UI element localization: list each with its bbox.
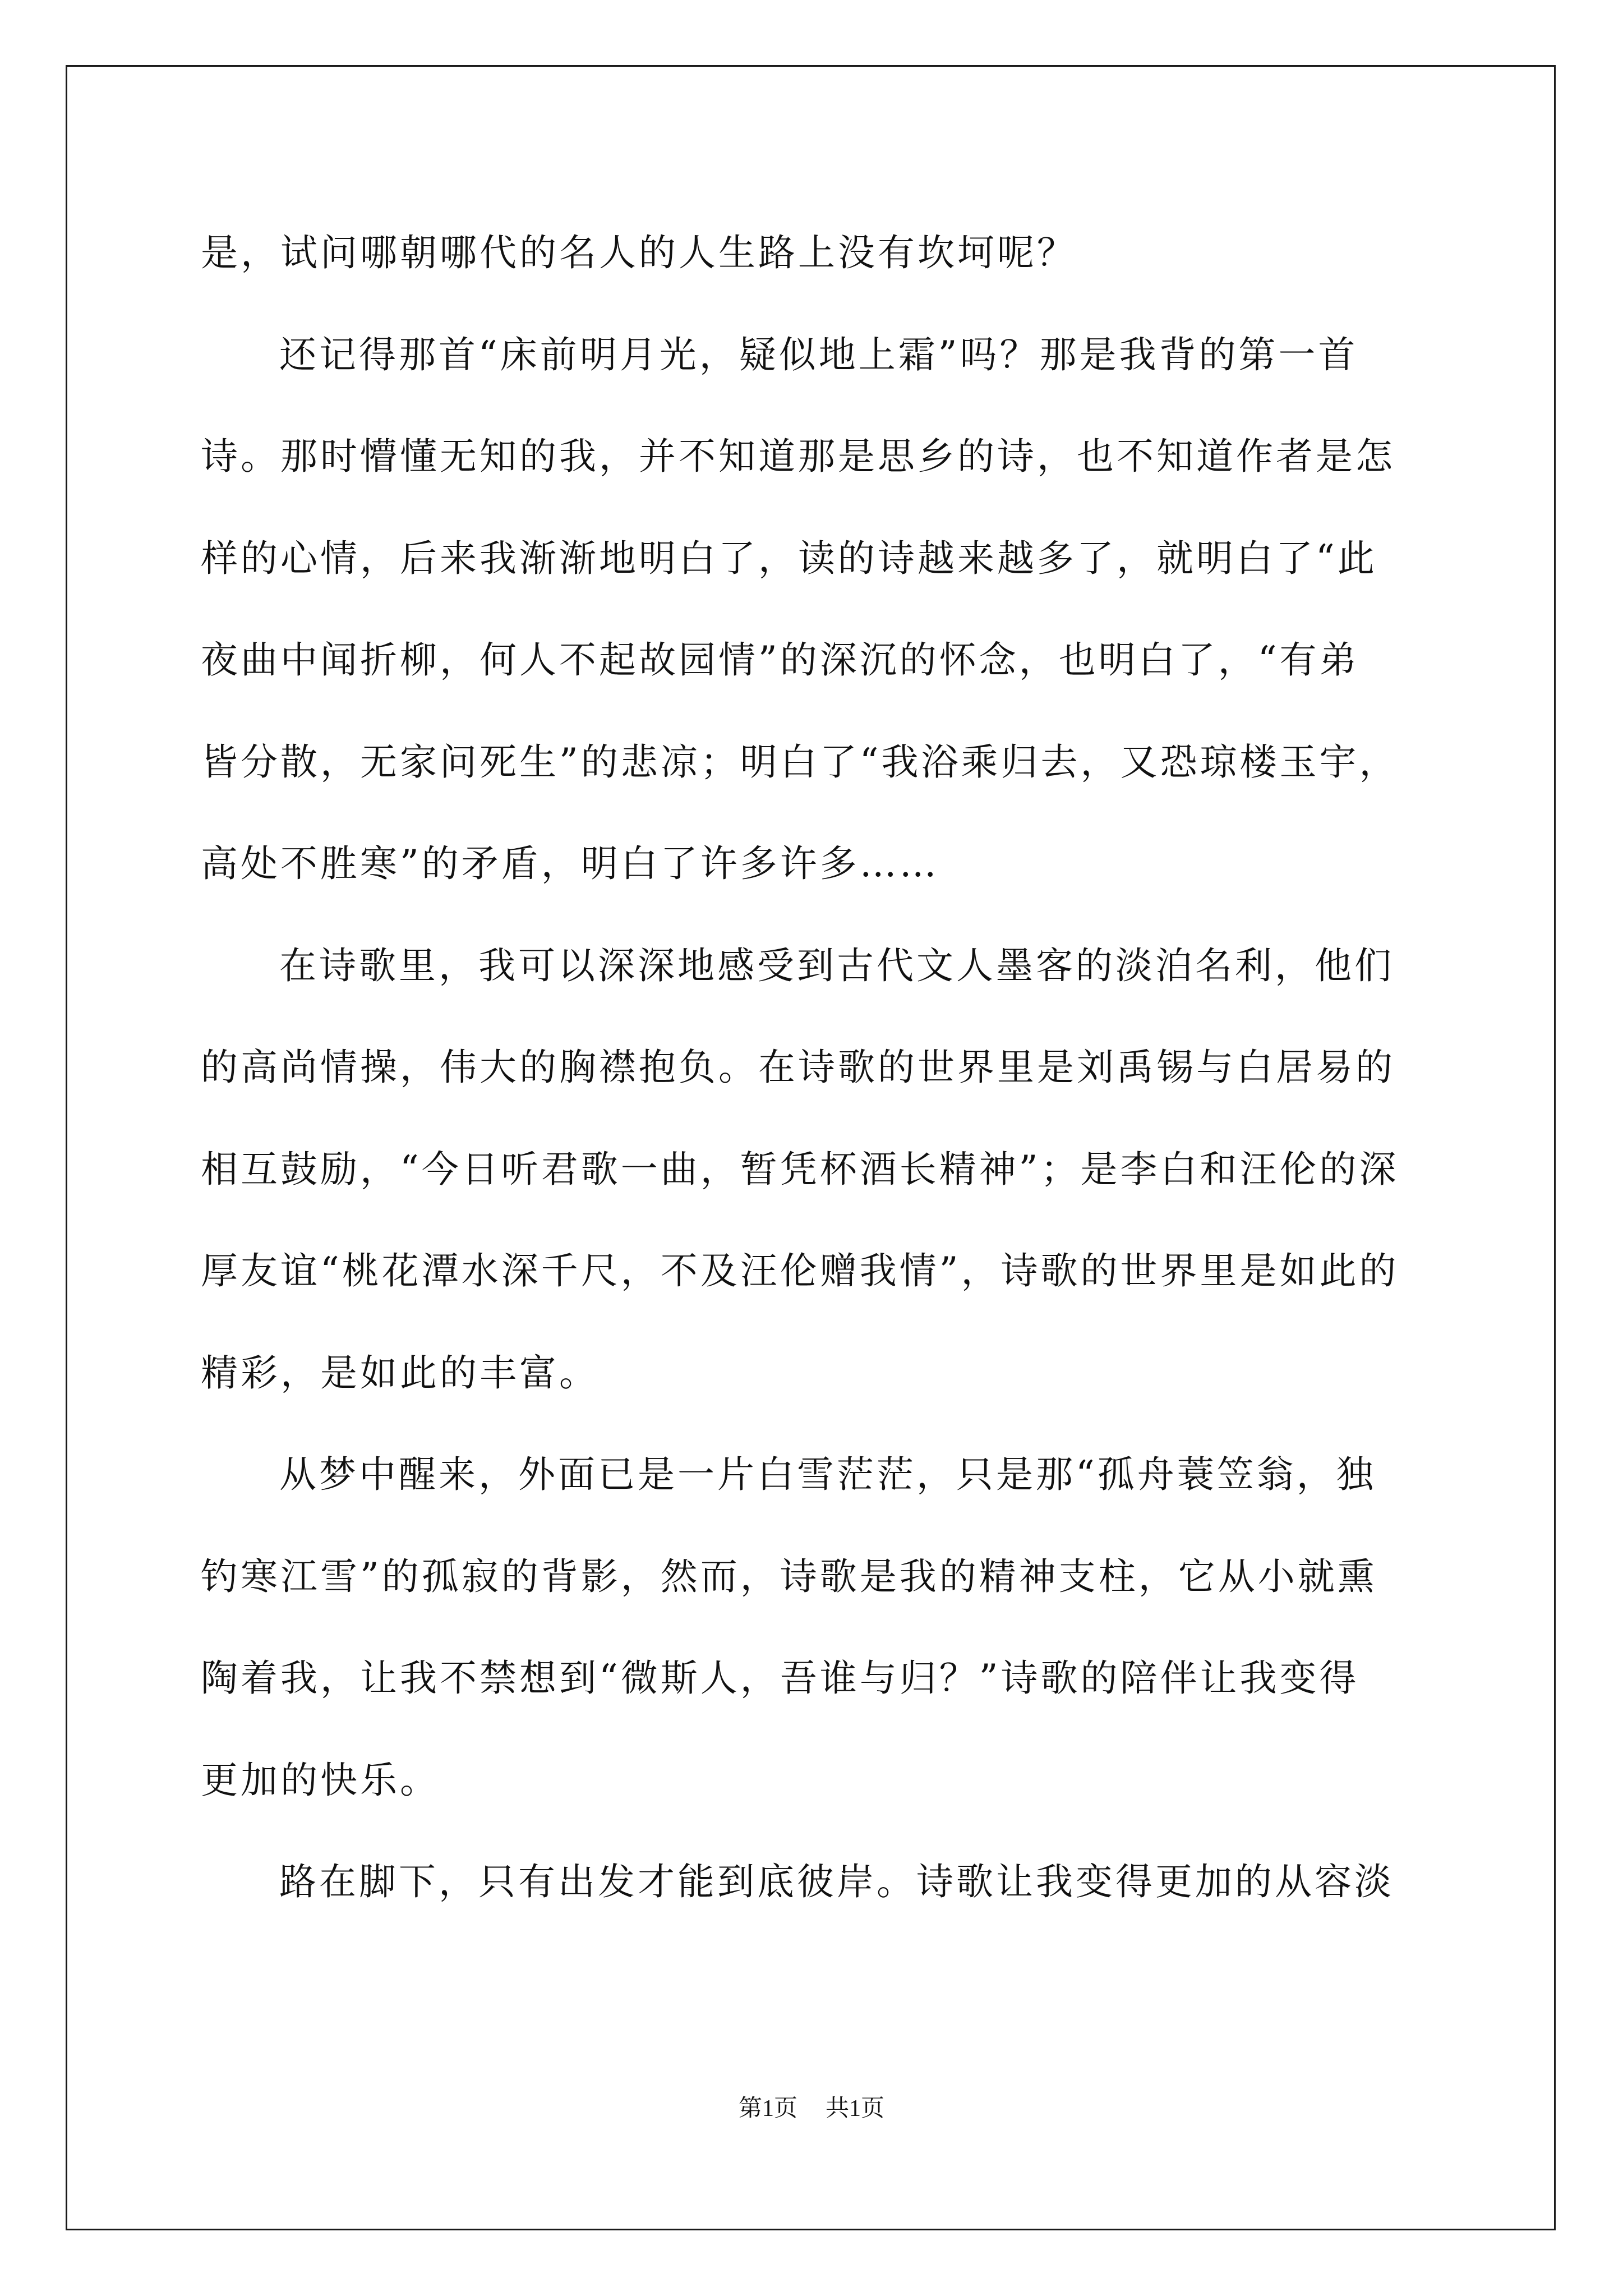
text-line: 路在脚下，只有出发才能到底彼岸。诗歌让我变得更加的从容淡 [279, 1860, 1394, 1903]
text-line: 的高尚情操，伟大的胸襟抱负。在诗歌的世界里是刘禹锡与白居易的 [201, 1046, 1395, 1089]
text-line: 厚友谊“桃花潭水深千尺，不及汪伦赠我情”，诗歌的世界里是如此的 [201, 1249, 1399, 1292]
text-line: 钓寒江雪”的孤寂的背影，然而，诗歌是我的精神支柱，它从小就熏 [201, 1554, 1377, 1598]
page-number-total: 共1页 [826, 2096, 885, 2122]
document-body [201, 202, 1423, 1933]
text-line: 是，试问哪朝哪代的名人的人生路上没有坎坷呢？ [201, 231, 1077, 274]
text-line: 陶着我，让我不禁想到“微斯人，吾谁与归？”诗歌的陪伴让我变得 [201, 1657, 1359, 1700]
text-line: 更加的快乐。 [201, 1758, 440, 1802]
text-line: 夜曲中闻折柳，何人不起故园情”的深沉的怀念，也明白了，“有弟 [201, 638, 1359, 682]
text-line: 从梦中醒来，外面已是一片白雪茫茫，只是那“孤舟蓑笠翁，独 [279, 1453, 1376, 1496]
text-line: 高处不胜寒”的矛盾，明白了许多许多…… [201, 842, 939, 885]
text-line: 还记得那首“床前明月光，疑似地上霜”吗？那是我背的第一首 [279, 333, 1358, 376]
page-footer [0, 2090, 1623, 2123]
text-line: 诗。那时懵懂无知的我，并不知道那是思乡的诗，也不知道作者是怎 [201, 435, 1395, 478]
text-line: 相互鼓励，“今日听君歌一曲，暂凭杯酒长精神”；是李白和汪伦的深 [201, 1147, 1399, 1191]
text-line: 样的心情，后来我渐渐地明白了，读的诗越来越多了，就明白了“此 [201, 536, 1377, 580]
page-number-current: 第1页 [738, 2096, 797, 2122]
text-line: 精彩，是如此的丰富。 [201, 1351, 599, 1395]
text-line: 在诗歌里，我可以深深地感受到古代文人墨客的淡泊名利，他们 [279, 944, 1394, 987]
text-line: 皆分散，无家问死生”的悲凉；明白了“我浴乘归去，又恐琼楼玉宇， [201, 740, 1399, 784]
